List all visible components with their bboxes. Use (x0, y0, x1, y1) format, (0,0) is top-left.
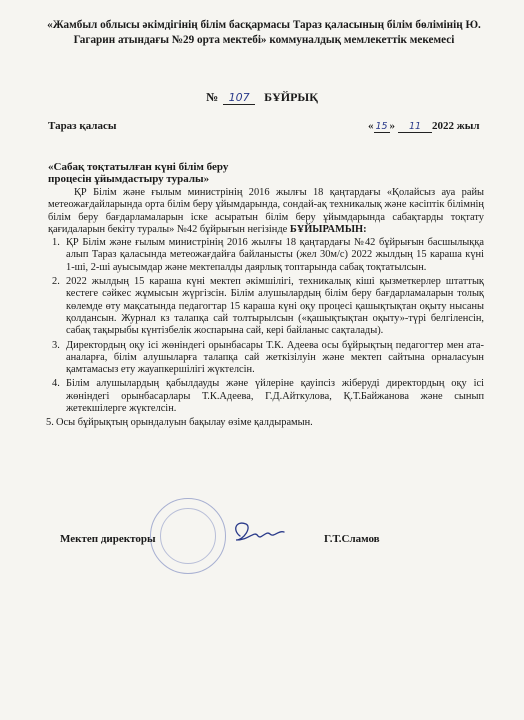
date-day: 15 (375, 121, 388, 132)
organization-name: «Жамбыл облысы әкімдігінің білім басқармасы Тараз қаласының білім бөлімінің Ю. Гагарин атындағы №29 орта мектебі» коммуналдық мемлекеттік мекемесі (47, 19, 481, 46)
signature-name: Г.Т.Сламов (324, 533, 380, 545)
official-stamp (150, 498, 226, 574)
item-number: 1. (52, 237, 60, 249)
list-item (42, 417, 484, 429)
order-items (48, 237, 484, 429)
item-number: 3. (52, 339, 60, 351)
subject-line-2: процесін ұйымдастыру туралы» (48, 173, 210, 185)
date-close-quote: » (389, 120, 395, 132)
list-item (48, 237, 484, 274)
item-text: 2022 жылдың 15 караша күні мектеп әкімшілігі, техникалық кіші қызметкерлер штаттық кестеге сәйкес жұмысын жүргізсін. Білім алушылардың білім беру бағдарламаларын толық көлемде өту мақсатында педагогтар 15 караша күні оқу процесі қашықтықтан оқыту нысаны қолдансын. Журнал кз талапқа сай толтырылсын («қашықтықтан оқыту»-түрі белгіленсін, сабақ тақырыбы күнтізбелік жоспарына сай, кері байланыс сақталады). (66, 276, 484, 337)
item-number: 2. (52, 276, 60, 288)
item-number: 4. (52, 378, 60, 390)
order-number: 107 (223, 91, 255, 105)
item-text: Директордың оқу ісі жөніндегі орынбасары Т.К. Адеева осы бұйрықтың педагогтер мен ата-аналарға, білім алушыларға талапқа сай жеткізілуін және мектеп сайтына орналасуын қамтамасыз ету жауапкершілігі жүктелсін. (66, 339, 484, 376)
order-heading (0, 90, 524, 105)
item-number: 5. (46, 417, 54, 429)
list-item (48, 276, 484, 337)
stamp-inner-ring (160, 508, 216, 564)
intro-paragraph (48, 187, 484, 236)
city-name: Тараз қаласы (48, 120, 117, 132)
intro-command: БҰЙЫРАМЫН: (287, 223, 367, 235)
order-number-prefix: № (206, 90, 219, 104)
subject-line-1: «Сабақ тоқтатылған күні білім беру (48, 161, 229, 173)
item-text: ҚР Білім және ғылым министрінің 2016 жылғы 18 қаңтардағы №42 бұйрығын басшылыққа алып Тараз қаласында метеожағдайға байланысты (жел 30м/с) 2022 жылдың 15 караша күні 1-ші, 2-ші ауысымдар және мектепалды даярлық топтарында сабақ тоқтатылсын. (66, 237, 484, 273)
signature-mark (226, 516, 286, 550)
order-subject (48, 161, 288, 185)
list-item (48, 340, 484, 377)
list-item (48, 378, 484, 415)
item-text: Осы бұйрықтың орындалуын бақылау өзіме қалдырамын. (56, 417, 313, 429)
intro-text: ҚР Білім және ғылым министрінің 2016 жылғы 18 қаңтардағы «Қолайсыз ауа райы метеожағдайларында орта білім беру ұйымдарында, сондай-ақ техникалық және кәсіптік білімнің білім беру бағдарламаларын іске асыратын білім беру ұйымдарында сабақтарды тоқтату қағидаларын бекіту туралы» №42 бұйрығын негізінде (48, 187, 484, 235)
date-month: 11 (398, 121, 432, 133)
order-date (368, 120, 480, 133)
item-text: Білім алушылардың қабылдауды және үйлеріне қауіпсіз жіберуді директордың оқу ісі жөніндегі орынбасарлары Т.К.Адеева, Г.Д.Айткулова, Қ.Т.Байжанова және сынып жетекшілерге жүктелсін. (66, 378, 484, 415)
order-title: БҰЙРЫҚ (264, 90, 318, 104)
date-year: 2022 жыл (432, 120, 480, 132)
date-open-quote: « (368, 120, 374, 132)
order-body (48, 187, 484, 432)
signature-position: Мектеп директоры (60, 533, 156, 545)
